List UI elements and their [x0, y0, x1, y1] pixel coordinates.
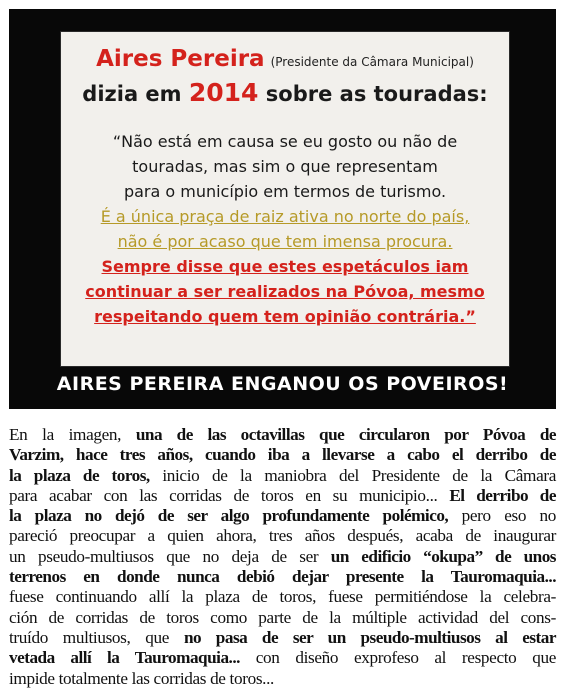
- article-bold-text: un edificio “okupa” de unos: [330, 546, 556, 566]
- article-line: [9, 648, 556, 668]
- red-quote-line: respeitando quem tem opinião contrária.”: [94, 307, 476, 326]
- underlined-quote-line: É a única praça de raiz ativa no norte do país,: [100, 207, 470, 226]
- poster-role: (Presidente da Câmara Municipal): [270, 55, 474, 69]
- poster-subheading: [61, 78, 509, 107]
- article-text: fuese continuando allí la plaza de toros, fuese permitiéndose la celebra-: [9, 587, 556, 607]
- article-text: inicio de la maniobra del Presidente de la Câmara: [149, 465, 556, 485]
- red-quote-line: Sempre disse que estes espetáculos iam: [101, 257, 469, 276]
- poster-year: 2014: [188, 78, 259, 107]
- article-line: [9, 567, 556, 587]
- article-bold-text: no pasa de ser un pseudo-multiusos al estar: [183, 627, 557, 647]
- article-bold-text: terrenos en donde nunca debió dejar presente la Tauromaquia...: [9, 567, 556, 587]
- red-quote-line: continuar a ser realizados na Póvoa, mesmo: [85, 282, 485, 301]
- article-bold-text: El derribo de: [449, 485, 556, 505]
- article-line: [9, 608, 556, 628]
- article-line: [9, 466, 556, 486]
- article-bold-text: la plaza de toros,: [9, 465, 150, 485]
- article-line: [9, 669, 556, 689]
- article-text: para acabar con las corridas de toros en su municipio...: [9, 485, 450, 505]
- article-text: pero eso no: [448, 506, 556, 526]
- article-bold-text: Varzim, hace tres años, cuando iba a llevarse a cabo el derribo de: [9, 445, 556, 465]
- article-line: [9, 628, 556, 648]
- quote-line: para o município em termos de turismo.: [123, 182, 447, 201]
- poster-name: Aires Pereira: [96, 46, 265, 72]
- article-body: [9, 425, 556, 689]
- quote-line: touradas, mas sim o que representam: [132, 157, 438, 176]
- poster-heading: [61, 46, 509, 72]
- article-line: [9, 587, 556, 607]
- article-text: con diseño exprofeso al respecto que: [239, 648, 556, 668]
- said-suffix: sobre as touradas:: [258, 82, 488, 106]
- article-line: [9, 486, 556, 506]
- said-prefix: dizia em: [82, 82, 189, 106]
- article-text: truído multiusos, que: [9, 627, 184, 647]
- article-bold-text: la plaza no dejó de ser algo profundamente polémico,: [9, 506, 449, 526]
- article-text: pareció preocupar a quien ahora, tres años después, acaba de inaugurar: [9, 526, 556, 546]
- article-line: [9, 506, 556, 526]
- article-line: [9, 526, 556, 546]
- article-line: [9, 445, 556, 465]
- poster-footer: AIRES PEREIRA ENGANOU OS POVEIROS!: [56, 373, 509, 395]
- article-bold-text: una de las octavillas que circularon por Póvoa de: [135, 425, 557, 444]
- quote-line: “Não está em causa se eu gosto ou não de: [112, 132, 458, 151]
- quote-text: [69, 129, 501, 254]
- article-line: [9, 425, 556, 445]
- red-quote-text: [69, 254, 501, 329]
- article-line: [9, 547, 556, 567]
- article-text: ción de corridas de toros como parte de la múltiple actividad del cons-: [9, 607, 556, 627]
- quote-card: [61, 32, 509, 366]
- article-text: impide totalmente las corridas de toros...: [9, 668, 275, 688]
- article-bold-text: vetada allí la Tauromaquia...: [9, 648, 240, 668]
- underlined-quote-line: não é por acaso que tem imensa procura.: [117, 232, 453, 251]
- poster-image: [9, 9, 556, 409]
- article-text: un pseudo-multiusos que no deja de ser: [9, 546, 331, 566]
- article-text: En la imagen,: [9, 425, 136, 444]
